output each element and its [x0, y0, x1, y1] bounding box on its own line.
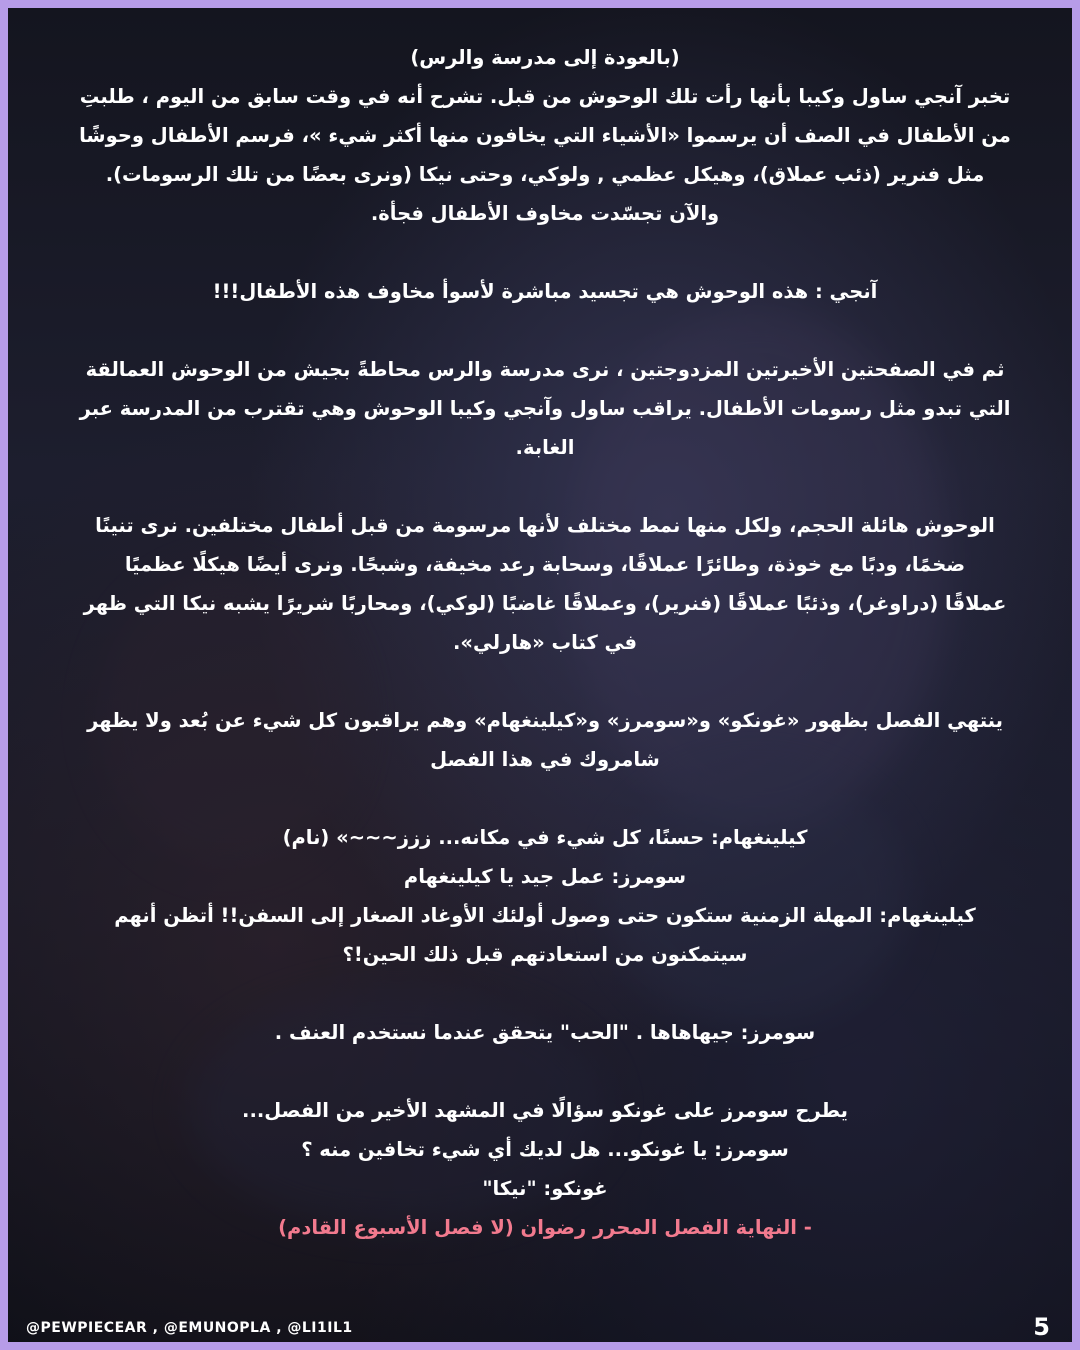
page-number: 5	[1033, 1313, 1050, 1341]
text-line: سيتمكنون من استعادتهم قبل ذلك الحين!؟	[342, 943, 748, 966]
text-line: مثل فنرير (ذئب عملاق)، وهيكل عظمي , ولوكي، وحتى نيكا (ونرى بعضًا من تلك الرسومات).	[105, 163, 985, 186]
text-line: سومرز: عمل جيد يا كيلينغهام	[403, 865, 687, 888]
text-line: ضخمًا، ودبًا مع خوذة، وطائرًا عملاقًا، وسحابة رعد مخيفة، وشبحًا. ونرى أيضًا هيكلًا عظميًا	[124, 553, 966, 576]
text-line: والآن تجسّدت مخاوف الأطفال فجأة.	[370, 202, 720, 225]
text-line: سومرز: جيهاهاها . "الحب" يتحقق عندما نستخدم العنف .	[274, 1021, 816, 1044]
footer-credits: @PEWPIECEAR , @EMUNOPLA , @LI1IL1	[26, 1320, 353, 1336]
text-line: في كتاب «هارلي».	[452, 631, 637, 654]
blank-line	[58, 1052, 1032, 1091]
text-line: ينتهي الفصل بظهور «غونكو» و«سومرز» و«كيلينغهام» وهم يراقبون كل شيء عن بُعد ولا يظهر	[87, 709, 1003, 732]
text-line: شامروك في هذا الفصل	[430, 748, 660, 771]
text-line: كيلينغهام: المهلة الزمنية ستكون حتى وصول أولئك الأوغاد الصغار إلى السفن!! أتظن أنهم	[114, 904, 976, 927]
text-line: تخبر آنجي ساول وكيبا بأنها رأت تلك الوحوش من قبل. تشرح أنه في وقت سابق من اليوم ، طلبتِ	[79, 85, 1011, 108]
blank-line	[58, 233, 1032, 272]
text-line: ثم في الصفحتين الأخيرتين المزدوجتين ، نرى مدرسة والرس محاطةً بجيش من الوحوش العمالقة	[85, 358, 1005, 381]
closing-line: - النهاية الفصل المحرر رضوان (لا فصل الأسبوع القادم)	[278, 1216, 812, 1239]
text-line: الوحوش هائلة الحجم، ولكل منها نمط مختلف لأنها مرسومة من قبل أطفال مختلفين. نرى تنينًا	[95, 514, 995, 537]
text-line: الغابة.	[515, 436, 575, 459]
blank-line	[58, 662, 1032, 701]
text-line: من الأطفال في الصف أن يرسموا «الأشياء التي يخافون منها أكثر شيء »، فرسم الأطفال وحوشًا	[79, 124, 1011, 147]
chapter-summary-text	[58, 38, 1032, 1247]
text-line: سومرز: يا غونكو... هل لديك أي شيء تخافين منه ؟	[301, 1138, 789, 1161]
page-panel	[8, 8, 1072, 1342]
blank-line	[58, 779, 1032, 818]
text-line: عملاقًا (دراوغر)، وذئبًا عملاقًا (فنرير)، وعملاقًا غاضبًا (لوكي)، ومحاربًا شريرًا يشبه نيكا التي ظهر	[83, 592, 1007, 615]
text-line: غونكو: "نيكا"	[482, 1177, 608, 1200]
text-line: (بالعودة إلى مدرسة والرس)	[410, 46, 680, 69]
blank-line	[58, 311, 1032, 350]
blank-line	[58, 467, 1032, 506]
text-line: كيلينغهام: حسنًا، كل شيء في مكانه... ززز~~~» (نام)	[282, 826, 808, 849]
text-line: آنجي : هذه الوحوش هي تجسيد مباشرة لأسوأ مخاوف هذه الأطفال!!!	[212, 280, 878, 303]
text-line: التي تبدو مثل رسومات الأطفال. يراقب ساول وآنجي وكيبا الوحوش وهي تقترب من المدرسة عبر	[79, 397, 1011, 420]
blank-line	[58, 974, 1032, 1013]
text-line: يطرح سومرز على غونكو سؤالًا في المشهد الأخير من الفصل...	[242, 1099, 848, 1122]
